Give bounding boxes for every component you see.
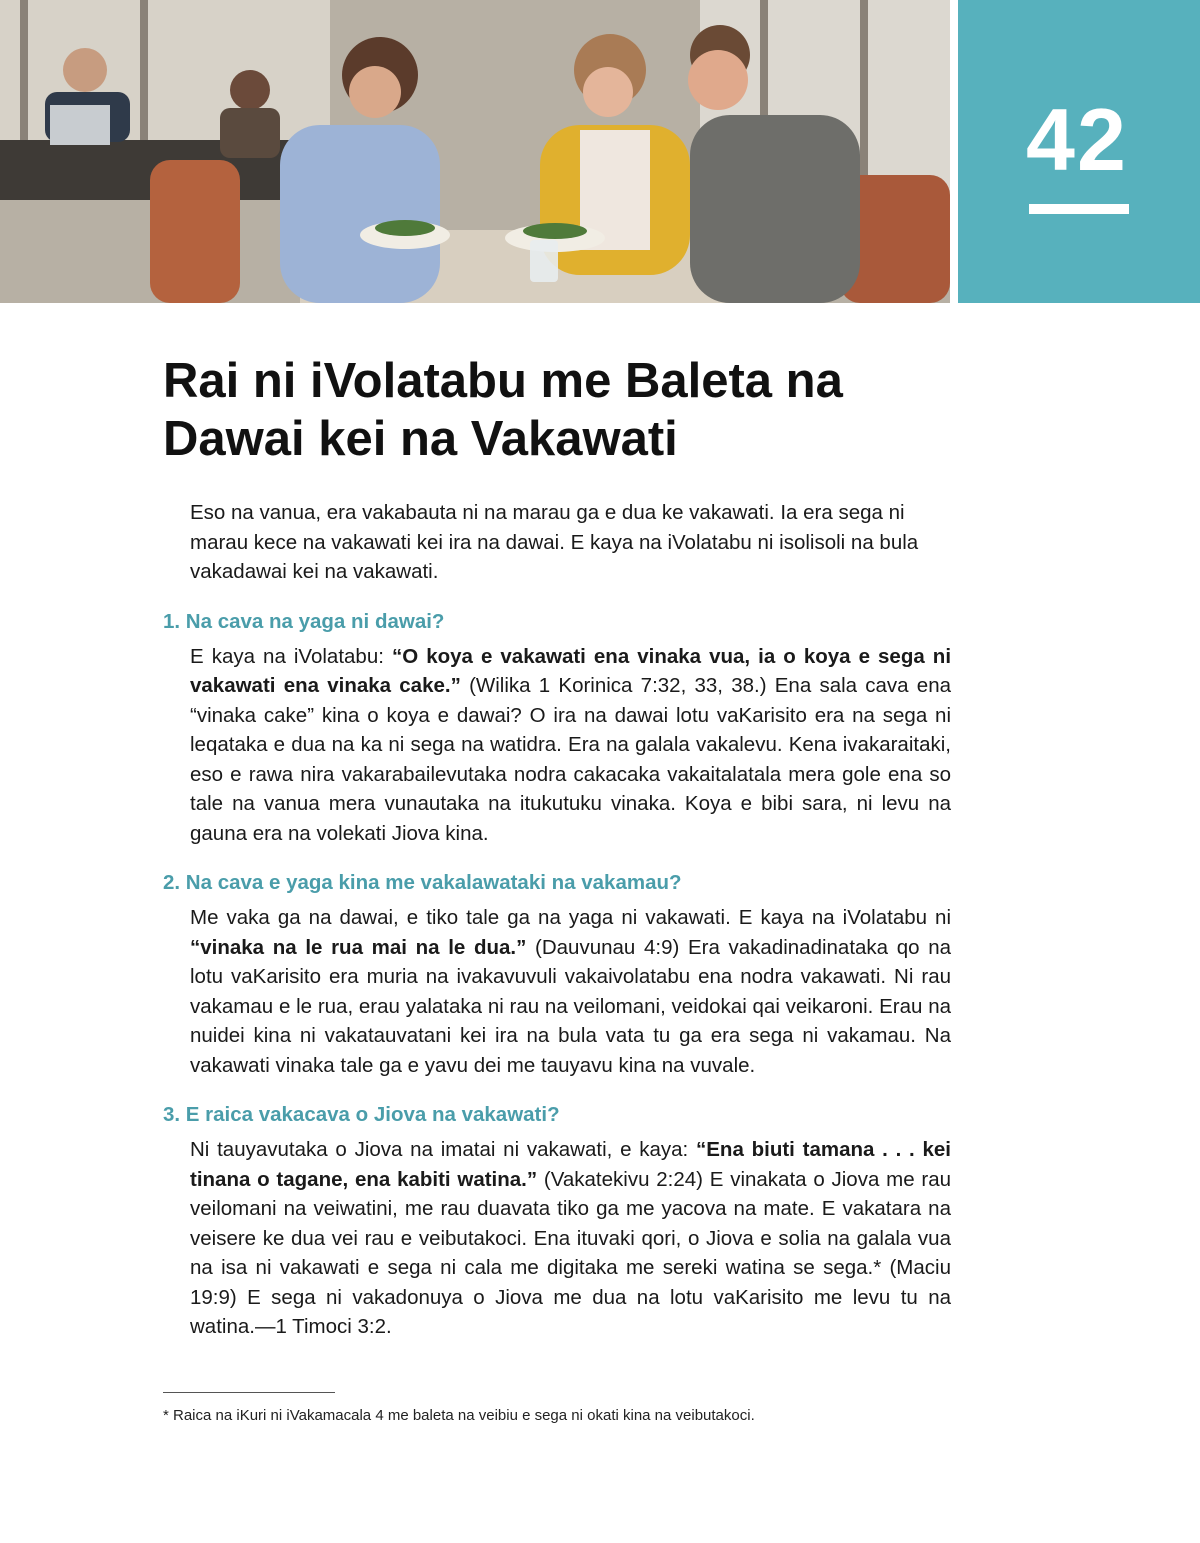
- paragraph-text: Ni tauyavutaka o Jiova na imatai ni vakawati, e kaya:: [190, 1138, 696, 1161]
- header-photo: [0, 0, 950, 303]
- section-paragraph: [190, 642, 951, 849]
- paragraph-text: (Wilika 1 Korinica 7:32, 33, 38.) Ena sala cava ena “vinaka cake” kina o koya e dawai? O ira na dawai lotu vaKarisito era na sega ni leqataka e dua na ka ni sega na watidra. Era na galala vakalevu. Kena ivakaraitaki, eso e rawa nira vakarabailevutaka nodra cakacaka vakaitalatala mera gole ena so tale na vanua mera vunautaka na itukutuku vinaka. Koya e bibi sara, ni levu na gauna era na volekati Jiova kina.: [190, 674, 951, 845]
- paragraph-text: (Dauvunau 4:9) Era vakadinadinataka qo na lotu vaKarisito era muria na ivakavuvuli vakaivolatabu ena nodra vakawati. Ni rau vakamau e le rua, erau yalataka ni rau na veilomani, veidokai qai veikaroni. Erau na nuidei kina ni vakatauvatani kei ira na bula vata tu ga era sega ni vakamau. Na vakawati vinaka tale ga e yavu dei me tauyavu kina na vuvale.: [190, 935, 952, 1077]
- page-title: [163, 352, 963, 468]
- section-question: 2. Na cava e yaga kina me vakalawataki na vakamau?: [163, 871, 682, 894]
- section-paragraph: [190, 903, 951, 1080]
- badge-underline: [1029, 204, 1129, 214]
- paragraph-text: Me vaka ga na dawai, e tiko tale ga na yaga ni vakawati. E kaya na iVolatabu ni: [190, 906, 951, 929]
- paragraph-text: (Vakatekivu 2:24) E vinakata o Jiova me rau veilomani na veiwatini, me rau duavata tiko ga me yacova na mate. E vakatara na veisere ke dua vei rau e veibutakoci. Ena ituvaki qori, o Jiova e solia na galala vua na isa ni vakawati e sega ni cala me digitaka me sereki watina se sega.* (Maciu 19:9) E sega ni vakadonuya o Jiova me dua na lotu vaKarisito me levu tu na watina.—1 Timoci 3:2.: [190, 1167, 951, 1338]
- lesson-number: 42: [1026, 90, 1128, 189]
- section-1: [163, 608, 951, 849]
- footnote: * Raica na iKuri ni iVakamacala 4 me baleta na veibiu e sega ni okati kina na veibutakoci.: [163, 1407, 755, 1424]
- section-2: [163, 869, 951, 1080]
- intro-paragraph: Eso na vanua, era vakabauta ni na marau ga e dua ke vakawati. Ia era sega ni marau kece na vakawati kei ira na dawai. E kaya na iVolatabu ni isolisoli na bula vakadawai kei na vakawati.: [190, 501, 919, 583]
- paragraph-text: E kaya na iVolatabu:: [190, 644, 392, 668]
- cafe-photo: [0, 0, 950, 303]
- section-question: 3. E raica vakacava o Jiova na vakawati?: [163, 1103, 560, 1126]
- lesson-number-badge: [958, 0, 1200, 303]
- article-body: [163, 498, 951, 1342]
- title-line-1: Rai ni iVolatabu me Baleta na: [163, 354, 843, 408]
- scripture-quote: “vinaka na le rua mai na le dua.”: [190, 935, 527, 959]
- title-line-2: Dawai kei na Vakawati: [163, 412, 678, 466]
- scripture-quote: “O koya e vakawati ena vinaka vua, ia o koya e sega ni vakawati ena vinaka cake.”: [190, 644, 952, 697]
- scripture-quote: “Ena biuti tamana . . . kei tinana o tagane, ena kabiti watina.”: [190, 1138, 951, 1191]
- section-question: 1. Na cava na yaga ni dawai?: [163, 609, 445, 633]
- section-3: [163, 1101, 951, 1342]
- footnote-divider: [163, 1392, 335, 1393]
- section-paragraph: [190, 1135, 951, 1342]
